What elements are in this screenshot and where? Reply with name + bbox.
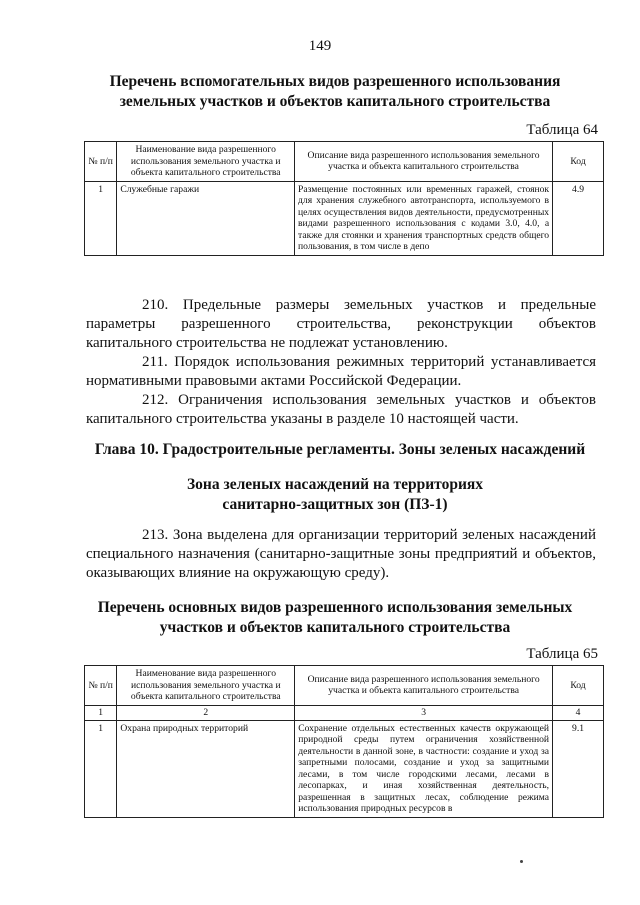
table64-header-desc: Описание вида разрешенного использования земельного участка и объекта капитального строительства — [295, 142, 553, 182]
table65-header-row — [85, 666, 604, 706]
paragraph-211: 211. Порядок использования режимных территорий устанавливается нормативными правовыми актами Российской Федерации. — [86, 354, 596, 389]
table65-row1-num: 1 — [85, 720, 117, 817]
chapter-10-title: Глава 10. Градостроительные регламенты. Зоны зеленых насаждений — [94, 441, 586, 458]
table-row — [85, 720, 604, 817]
zone-title-line2: санитарно-защитных зон (ПЗ-1) — [222, 496, 448, 513]
section2-title — [60, 598, 610, 638]
table-65 — [84, 665, 604, 818]
paragraph-210: 210. Предельные размеры земельных участков и предельные параметры разрешенного строительства, реконструкции объектов капитального строительства не подлежат установлению. — [86, 297, 596, 351]
table65-header-code: Код — [553, 666, 604, 706]
zone-title-line1: Зона зеленых насаждений на территориях — [186, 476, 484, 493]
table64-row1-code: 4.9 — [553, 181, 604, 255]
table65-header-num: № п/п — [85, 666, 117, 706]
table64-row1-desc: Размещение постоянных или временных гаражей, стоянок для хранения служебного автотранспорта, используемого в целях осуществления видов деятельности, предусмотренных видами разрешенного использования с кодами 3.0, 4.0, а также для стоянки и хранения транспортных средств общего пользования, в том числе в депо — [295, 181, 553, 255]
table64-caption: Таблица 64 — [526, 122, 598, 138]
table65-header-name: Наименование вида разрешенного использования земельного участка и объекта капитального строительства — [117, 666, 295, 706]
table65-header-desc: Описание вида разрешенного использования земельного участка и объекта капитального строительства — [295, 666, 553, 706]
table65-colnum-4: 4 — [553, 705, 604, 720]
page-number: 149 — [308, 38, 332, 54]
zone-title — [60, 475, 610, 515]
paragraph-212: 212. Ограничения использования земельных участков и объектов капитального строительства указаны в разделе 10 настоящей части. — [86, 392, 596, 427]
table64-header-num: № п/п — [85, 142, 117, 182]
table65-colnum-3: 3 — [295, 705, 553, 720]
scan-speck — [520, 860, 523, 863]
section2-title-line2: участков и объектов капитального строительства — [159, 619, 511, 636]
table64-header-code: Код — [553, 142, 604, 182]
table65-colnum-1: 1 — [85, 705, 117, 720]
table64-row1-num: 1 — [85, 181, 117, 255]
table64-header-name: Наименование вида разрешенного использования земельного участка и объекта капитального строительства — [117, 142, 295, 182]
table-row — [85, 181, 604, 255]
table64-header-row — [85, 142, 604, 182]
table65-caption: Таблица 65 — [526, 646, 598, 662]
table65-row1-name: Охрана природных территорий — [117, 720, 295, 817]
table65-row1-desc: Сохранение отдельных естественных качеств окружающей природной среды путем ограничения хозяйственной деятельности в данной зоне, в частности: создание и уход за запретными полосами, создание и уход за защитными лесами, в том числе городскими лесами, лесами в лесопарках, и иная хозяйственная деятельность, разрешенная в защитных лесах, соблюдение режима использования природных ресурсов в — [295, 720, 553, 817]
section2-title-line1: Перечень основных видов разрешенного использования земельных — [97, 599, 573, 616]
table65-colnum-2: 2 — [117, 705, 295, 720]
paragraph-213: 213. Зона выделена для организации территорий зеленых насаждений специального назначения (санитарно-защитные зоны предприятий и объектов, оказывающих влияние на окружающую среду). — [86, 527, 596, 581]
table65-column-numbers — [85, 705, 604, 720]
section1-title — [60, 72, 610, 112]
table64-row1-name: Служебные гаражи — [117, 181, 295, 255]
section1-title-line1: Перечень вспомогательных видов разрешенного использования — [109, 73, 561, 90]
table65-row1-code: 9.1 — [553, 720, 604, 817]
section1-title-line2: земельных участков и объектов капитального строительства — [119, 93, 551, 110]
table-64 — [84, 141, 604, 256]
